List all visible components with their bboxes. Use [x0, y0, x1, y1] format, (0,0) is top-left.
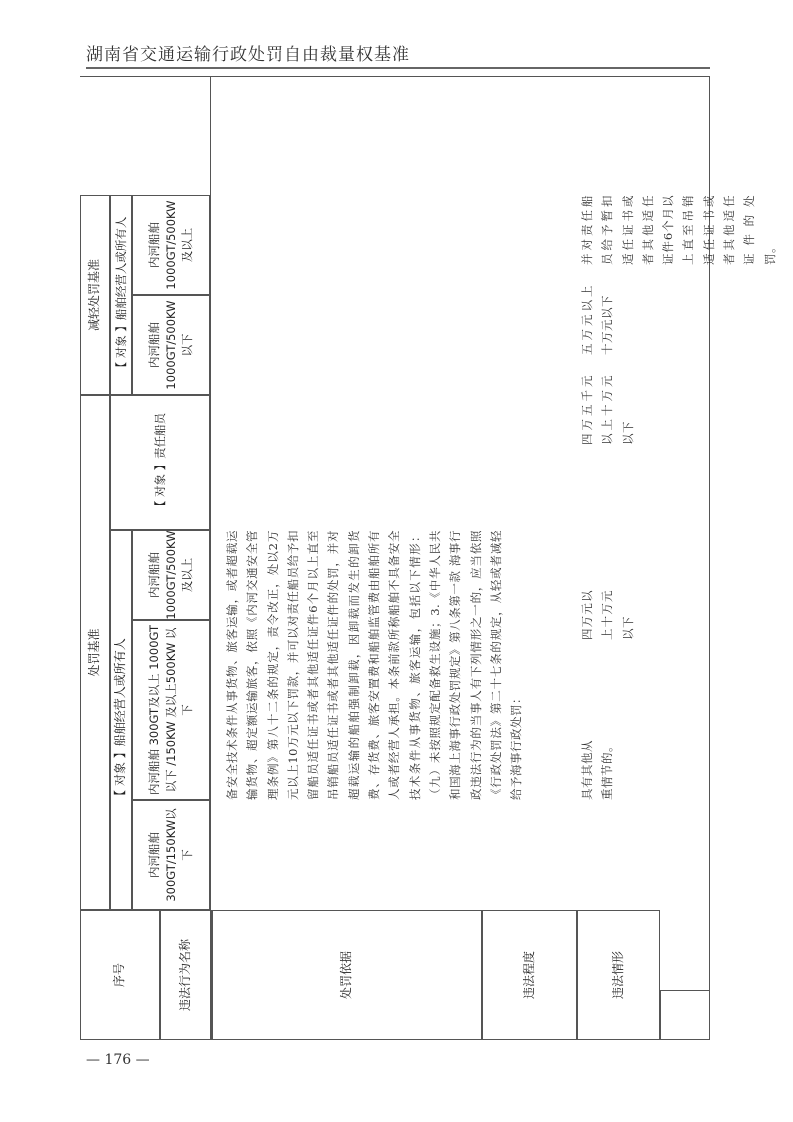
header-rule: [86, 67, 710, 69]
penalty-col1-text: 四万元以上十万元以下: [580, 590, 635, 640]
header-degree: 违法程度: [482, 910, 577, 1040]
header-circumstance: 违法情形: [577, 910, 660, 1040]
crew-penalty-text: 并对责任船员给予暂扣适任证书或者其他适任证件6个月以上直至吊销适任证书或者其他适任证件的处罚。: [580, 195, 777, 265]
circumstance-text: 具有其他从重情节的。: [580, 740, 615, 800]
header-right-blank: [80, 76, 210, 195]
header-penalty-col2: 内河船舶 300GT及以上 1000GT 以下 /150KW 及以上500KW 以下: [132, 620, 210, 800]
header-penalty-col1: 内河船舶300GT/150KW以下: [132, 800, 210, 910]
penalty-col3-text: 五万元以上十万元以下: [580, 285, 615, 355]
header-seq: 序号: [80, 910, 160, 1040]
header-reduced-group: 减轻处罚基准: [80, 195, 110, 395]
page-number: — 176 —: [86, 1052, 150, 1068]
header-penalty-target-owner: 【 对象 】船舶经营人或所有人: [110, 530, 132, 910]
penalty-col2-text: 四万五千元以上十万元以下: [580, 375, 635, 445]
header-reduced-target: 【 对象 】船舶经营人或所有人: [110, 195, 132, 395]
basis-text: 备安全技术条件从事货物、旅客运输，或者超载运输货物、超定额运输旅客，依照《内河交通安全管理条例》第八十二条的规定，责令改正，处以2万元以上10万元以下罚款，并可以对责任船员给予扣留船员适任证书或者其他适任证件6个月以上直至吊销船员适任证书或者其他适任证件的处罚，并对超载运输的船舶强制卸载，因卸载而发生的卸货费、存货费、旅客安置费和船舶监管费由船舶所有人或者经营人承担。本条前款所称船舶不具备安全技术条件从事货物、旅客运输，包括以下情形：（九）未按照规定配备救生设施；3.《中华人民共和国海上海事行政处罚规定》第八条第一款 海事行政违法行为的当事人有下列情形之一的，应当依照《行政处罚法》第二十七条的规定，从轻或者减轻给予海事行政处罚：: [225, 530, 524, 800]
header-violation-name: 违法行为名称: [160, 910, 212, 1040]
header-penalty-group: 处罚基准: [80, 395, 110, 910]
header-penalty-col3: 内河船舶1000GT/500KW及以上: [132, 530, 210, 620]
page-header-title: 湖南省交通运输行政处罚自由裁量权基准: [86, 45, 410, 65]
rotated-table: [80, 76, 777, 1040]
header-reduced-col2: 内河船舶1000GT/500KW 及以上: [132, 195, 210, 295]
header-basis: 处罚依据: [212, 910, 482, 1040]
header-penalty-target-crew: 【 对象 】责任船员: [110, 395, 210, 530]
header-reduced-col1: 内河船舶1000GT/500KW以下: [132, 295, 210, 395]
